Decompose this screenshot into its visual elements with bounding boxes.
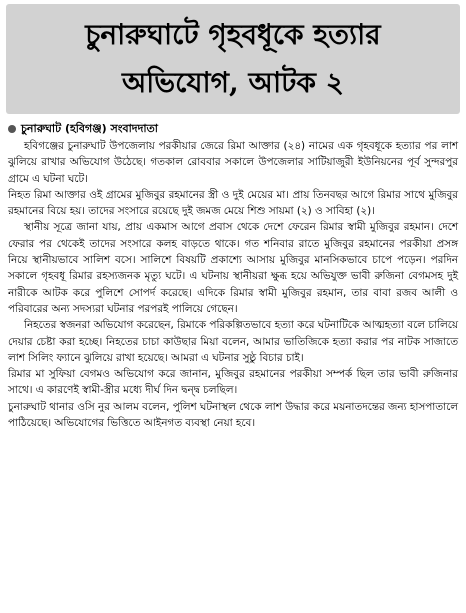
headline-line-1: চুনারুঘাটে গৃহবধূকে হত্যার — [85, 18, 381, 51]
headline-line-2: অভিযোগ, আটক ২ — [122, 66, 344, 99]
headline-box — [6, 4, 460, 114]
paragraph-3: স্থানীয় সূত্রে জানা যায়, প্রায় একমাস আগে প্রবাস থেকে দেশে ফেরেন রিমার স্বামী মুজিবুর রহমান। দেশে ফেরার পর থেকেই তাদের সংসারে কলহ বাড়তে থাকে। গত শনিবার রাতে মুজিবুর রহমানের পরকীয়া প্রসঙ্গ নিয়ে স্থানীয়ভাবে সালিশ বসে। সালিশে বিষয়টি প্রকাশ্যে আসায় মুজিবুর মানসিকভাবে চাপে পড়েন। পরদিন সকালে গৃহবধূ রিমার রহস্যজনক মৃত্যু ঘটে। এ ঘটনায় স্থানীয়রা ক্ষুব্ধ হয়ে অভিযুক্ত ভাবী রুজিনা বেগমসহ দুই নারীকে আটক করে পুলিশে সোপর্দ করেছে। এদিকে রিমার স্বামী মুজিবুর রহমান, তার বাবা রজব আলী ও পরিবারের অন্য সদস্যরা ঘটনার পরপরই পালিয়ে গেছেন। — [8, 221, 458, 315]
bullet-icon — [8, 125, 16, 133]
paragraph-2: নিহত রিমা আক্তার ওই গ্রামের মুজিবুর রহমানের স্ত্রী ও দুই মেয়ের মা। প্রায় তিনবছর আগে রিমার সাথে মুজিবুর রহমানের বিয়ে হয়। তাদের সংসারে রয়েছে দুই জমজ মেয়ে শিশু সায়মা (২) ও সাবিহা (২)। — [8, 188, 458, 218]
paragraph-6: চুনারুঘাট থানার ওসি নুর আলম বলেন, পুলিশ ঘটনাস্থল থেকে লাশ উদ্ধার করে ময়নাতদন্তের জন্য হাসপাতালে পাঠিয়েছে। অভিযোগের ভিত্তিতে আইনগত ব্যবস্থা নেয়া হবে। — [8, 400, 458, 430]
paragraph-5: রিমার মা সুফিয়া বেগমও অভিযোগ করে জানান, মুজিবুর রহমানের পরকীয়া সম্পর্ক ছিল তার ভাবী রুজিনার সাথে। এ কারণেই স্বামী-স্ত্রীর মধ্যে দীর্ঘ দিন দ্বন্দ্ব চলছিল। — [8, 368, 458, 397]
paragraph-1: হবিগঞ্জের চুনারুঘাট উপজেলায় পরকীয়ার জেরে রিমা আক্তার (২৪) নামের এক গৃহবধূকে হত্যার পর লাশ ঝুলিয়ে রাখার অভিযোগ উঠেছে। গতকাল রোববার সকালে উপজেলার সাটিয়াজুরী ইউনিয়নের পূর্ব সুন্দরপুর গ্রামে এ ঘটনা ঘটে। — [8, 140, 458, 185]
byline — [8, 120, 158, 138]
paragraph-4: নিহতের স্বজনরা অভিযোগ করেছেন, রিমাকে পরিকল্পিতভাবে হত্যা করে ঘটনাটিকে আত্মহত্যা বলে চালিয়ে দেয়ার চেষ্টা করা হচ্ছে। নিহতের চাচা কাউছার মিয়া বলেন, আমার ভাতিজিকে হত্যা করার পর নাটক সাজাতে লাশ সিলিং ফ্যানে ঝুলিয়ে রাখা হয়েছে। আমরা এ ঘটনার সুষ্ঠু বিচার চাই। — [8, 319, 458, 364]
article-body — [8, 138, 458, 431]
byline-text: চুনারুঘাট (হবিগঞ্জ) সংবাদদাতা — [21, 121, 158, 135]
